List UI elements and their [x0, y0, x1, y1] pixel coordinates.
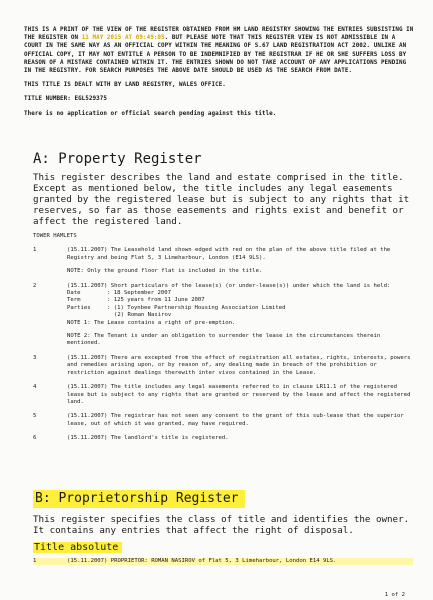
entry-number: 3 — [33, 354, 37, 361]
register-entry — [33, 435, 413, 442]
lease-party-1: : (1) Toynbee Partnership Housing Association Limited — [107, 304, 286, 311]
lease-parties-label: Parties — [67, 304, 91, 311]
section-b-lead: This register specifies the class of title and identifies the owner. It contains any entries that affect the right of disposal. — [33, 514, 410, 536]
entry-number: 5 — [33, 413, 37, 420]
proprietorship-register-section — [33, 487, 413, 565]
register-entry — [33, 283, 413, 348]
entry-text: (15.11.2007) There are excepted from the effect of registration all estates, rights, interests, powers and remedies arising upon, or by reason of, any dealing made in breach of the prohibition or restriction against dealings therewith inter vivos contained in the Lease. — [67, 354, 411, 376]
entry-text: (15.11.2007) The Leasehold land shown edged with red on the plan of the above title filed at the Registry and being Flat 5, 3 Limeharbour, London (E14 9LS). — [67, 247, 391, 261]
title-number: TITLE NUMBER: EGL529375 — [24, 96, 107, 103]
notice-paragraph — [24, 26, 414, 75]
section-b-heading: B: Proprietorship Register — [33, 490, 245, 508]
entry-number: 1 — [33, 558, 37, 564]
section-a-lead: This register describes the land and estate comprised in the title. Except as mentioned below, the title includes any legal easements granted by the registered lease but is subject to any rights that it reserves, so far as those easements and rights exist and benefit or affect the registered land. — [33, 172, 410, 227]
section-a-heading: A: Property Register — [33, 151, 202, 167]
register-entry — [33, 247, 413, 275]
entry-number: 4 — [33, 384, 37, 391]
register-entry — [33, 413, 413, 428]
entry-text: (15.11.2007) The title includes any legal easements referred to in clause LR11.1 of the registered lease but is subject to any rights that are granted or reserved by the lease and affect the registered land. — [67, 384, 411, 405]
register-notice — [24, 26, 414, 122]
office-line: THIS TITLE IS DEALT WITH BY LAND REGISTRY, WALES OFFICE. — [24, 82, 226, 89]
entry-number: 2 — [33, 282, 37, 289]
notice-text: THIS IS A PRINT OF THE VIEW OF THE REGISTER OBTAINED FROM HM LAND REGISTRY SHOWING THE ENTRIES SUBSISTING IN THE REGISTER ON — [24, 27, 414, 42]
lease-term-label: Term — [67, 297, 81, 304]
register-date: 11 MAY 2015 AT 09:49:05 — [81, 35, 165, 42]
lease-term-value: : 125 years from 11 June 2007 — [107, 297, 205, 304]
pending-line: There is no application or official search pending against this title. — [24, 110, 277, 117]
entry-note: NOTE 2: The Tenant is under an obligation to surrender the lease in the circumstances therein mentioned. — [67, 333, 381, 347]
lease-particulars — [67, 290, 413, 320]
district-label: TOWER HAMLETS — [33, 233, 77, 239]
property-register-section — [33, 150, 413, 443]
title-class-heading — [33, 541, 413, 554]
entry-number: 6 — [33, 435, 37, 442]
notice-text-cont: . BUT PLEASE NOTE THAT THIS REGISTER VIEW IS NOT ADMISSIBLE IN A COURT IN THE SAME WAY AS AN OFFICIAL COPY WITHIN THE MEANING OF S.67 LAND REGISTRATION ACT 2002. UNLIKE AN OFFICIAL COPY, IT MAY NOT ENTITLE A PERSON TO BE INDEMNIFIED BY THE REGISTRAR IF HE OR SHE SUFFERS LOSS BY REASON OF A MISTAKE CONTAINED WITHIN IT. THE ENTRIES SHOWN DO NOT TAKE ACCOUNT OF ANY APPLICATIONS PENDING IN THE REGISTRY. FOR SEARCH PURPOSES THE ABOVE DATE SHOULD BE USED AS THE SEARCH FROM DATE. — [24, 35, 407, 75]
entry-number: 1 — [33, 247, 37, 254]
page-number: 1 of 2 — [384, 592, 405, 598]
title-class-text: Title absolute — [33, 542, 122, 553]
entry-text: (15.11.2007) The landlord's title is registered. — [67, 435, 229, 442]
entry-text: (15.11.2007) PROPRIETOR: ROMAN NASIROV of Flat 5, 3 Limeharbour, London E14 9LS. — [67, 558, 337, 564]
lease-party-2: (2) Roman Nasirov — [114, 312, 172, 319]
entry-note: NOTE 1: The Lease contains a right of pre-emption. — [67, 319, 236, 326]
entry-note: NOTE: Only the ground floor flat is included in the title. — [67, 268, 263, 275]
entry-text: (15.11.2007) Short particulars of the lease(s) (or under-lease(s)) under which the land is held: — [67, 282, 391, 289]
entry-text: (15.11.2007) The registrar has not seen any consent to the grant of this sub-lease that the superior lease, out of which it was granted, may have required. — [67, 413, 404, 427]
register-entry — [33, 384, 413, 406]
proprietor-entry — [33, 558, 413, 565]
lease-date-label: Date — [67, 290, 81, 297]
register-entry — [33, 355, 413, 377]
lease-date-value: : 18 September 2007 — [107, 290, 171, 297]
